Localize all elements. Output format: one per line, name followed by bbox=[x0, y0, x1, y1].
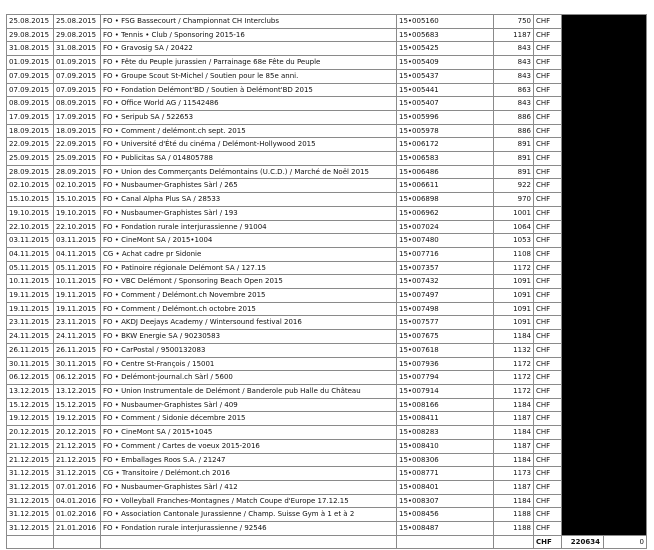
currency-cell: CHF bbox=[534, 42, 562, 56]
currency-cell: CHF bbox=[534, 289, 562, 303]
document-date-cell: 02.10.2015 bbox=[54, 179, 101, 193]
amount-cell: 1091 bbox=[494, 289, 534, 303]
description-cell: FO • Volleyball Franches-Montagnes / Match Coupe d'Europe 17.12.15 bbox=[101, 494, 397, 508]
booking-date-cell: 13.12.2015 bbox=[7, 384, 54, 398]
booking-date-cell: 07.09.2015 bbox=[7, 83, 54, 97]
table-row bbox=[7, 480, 647, 494]
table-row bbox=[7, 522, 647, 536]
document-date-cell: 04.11.2015 bbox=[54, 247, 101, 261]
amount-cell: 922 bbox=[494, 179, 534, 193]
document-date-cell: 31.12.2015 bbox=[54, 467, 101, 481]
currency-cell: CHF bbox=[534, 247, 562, 261]
reference-cell: 15•007577 bbox=[397, 316, 494, 330]
booking-date-cell: 31.12.2015 bbox=[7, 480, 54, 494]
currency-cell: CHF bbox=[534, 193, 562, 207]
reference-cell: 15•007794 bbox=[397, 371, 494, 385]
amount-cell: 843 bbox=[494, 97, 534, 111]
booking-date-cell: 15.10.2015 bbox=[7, 193, 54, 207]
description-cell: FO • Nusbaumer-Graphistes Sàrl / 193 bbox=[101, 206, 397, 220]
document-date-cell: 29.08.2015 bbox=[54, 28, 101, 42]
total-cell bbox=[562, 535, 647, 549]
description-cell: FO • Publicitas SA / 014805788 bbox=[101, 152, 397, 166]
reference-cell: 15•007716 bbox=[397, 247, 494, 261]
booking-date-cell: 29.08.2015 bbox=[7, 28, 54, 42]
currency-cell: CHF bbox=[534, 453, 562, 467]
description-cell: FO • Nusbaumer-Graphistes Sàrl / 265 bbox=[101, 179, 397, 193]
amount-cell: 1184 bbox=[494, 453, 534, 467]
document-date-cell: 25.09.2015 bbox=[54, 152, 101, 166]
amount-cell: 1187 bbox=[494, 439, 534, 453]
booking-date-cell: 19.11.2015 bbox=[7, 289, 54, 303]
table-row bbox=[7, 467, 647, 481]
booking-date-cell: 26.11.2015 bbox=[7, 343, 54, 357]
currency-cell: CHF bbox=[534, 152, 562, 166]
reference-cell: 15•008283 bbox=[397, 426, 494, 440]
reference-cell: 15•007498 bbox=[397, 302, 494, 316]
table-row bbox=[7, 275, 647, 289]
amount-cell: 1091 bbox=[494, 316, 534, 330]
booking-date-cell: 21.12.2015 bbox=[7, 439, 54, 453]
table-row bbox=[7, 193, 647, 207]
reference-cell: 15•008456 bbox=[397, 508, 494, 522]
currency-cell: CHF bbox=[534, 508, 562, 522]
description-cell: FO • Nusbaumer-Graphistes Sàrl / 412 bbox=[101, 480, 397, 494]
document-date-cell: 22.10.2015 bbox=[54, 220, 101, 234]
table-row bbox=[7, 97, 647, 111]
total-sum: 220634 bbox=[562, 536, 604, 549]
description-cell: FO • CarPostal / 9500132083 bbox=[101, 343, 397, 357]
description-cell: FO • Groupe Scout St-Michel / Soutien pour le 85e anni. bbox=[101, 69, 397, 83]
table-row bbox=[7, 124, 647, 138]
table-row bbox=[7, 439, 647, 453]
table-row bbox=[7, 316, 647, 330]
booking-date-cell: 01.09.2015 bbox=[7, 56, 54, 70]
currency-cell: CHF bbox=[534, 357, 562, 371]
reference-cell: 15•005407 bbox=[397, 97, 494, 111]
amount-cell: 1001 bbox=[494, 206, 534, 220]
amount-cell: 1188 bbox=[494, 508, 534, 522]
booking-date-cell: 28.09.2015 bbox=[7, 165, 54, 179]
description-cell: FO • Patinoire régionale Delémont SA / 127.15 bbox=[101, 261, 397, 275]
table-row bbox=[7, 165, 647, 179]
booking-date-cell: 03.11.2015 bbox=[7, 234, 54, 248]
table-row bbox=[7, 179, 647, 193]
table-row bbox=[7, 343, 647, 357]
reference-cell: 15•007675 bbox=[397, 330, 494, 344]
booking-date-cell: 15.12.2015 bbox=[7, 398, 54, 412]
description-cell: FO • AKDJ Deejays Academy / Wintersound festival 2016 bbox=[101, 316, 397, 330]
reference-cell: 15•005437 bbox=[397, 69, 494, 83]
reference-cell: 15•007480 bbox=[397, 234, 494, 248]
description-cell: FO • Canal Alpha Plus SA / 28533 bbox=[101, 193, 397, 207]
reference-cell: 15•005160 bbox=[397, 15, 494, 29]
currency-cell: CHF bbox=[534, 220, 562, 234]
description-cell: FO • Seripub SA / 522653 bbox=[101, 110, 397, 124]
currency-cell: CHF bbox=[534, 384, 562, 398]
reference-cell: 15•007432 bbox=[397, 275, 494, 289]
document-date-cell: 19.11.2015 bbox=[54, 302, 101, 316]
document-date-cell: 07.01.2016 bbox=[54, 480, 101, 494]
document-date-cell: 03.11.2015 bbox=[54, 234, 101, 248]
table-row bbox=[7, 234, 647, 248]
description-cell: FO • Fondation rurale interjurassienne / 92546 bbox=[101, 522, 397, 536]
booking-date-cell: 21.12.2015 bbox=[7, 453, 54, 467]
booking-date-cell: 25.08.2015 bbox=[7, 15, 54, 29]
document-date-cell: 26.11.2015 bbox=[54, 343, 101, 357]
description-cell: CG • Achat cadre pr Sidonie bbox=[101, 247, 397, 261]
description-cell: FO • Fondation rurale interjurassienne / 91004 bbox=[101, 220, 397, 234]
table-row bbox=[7, 302, 647, 316]
description-cell: FO • FSG Bassecourt / Championnat CH Interclubs bbox=[101, 15, 397, 29]
currency-cell: CHF bbox=[534, 206, 562, 220]
amount-cell: 843 bbox=[494, 56, 534, 70]
amount-cell: 1187 bbox=[494, 28, 534, 42]
document-date-cell: 01.09.2015 bbox=[54, 56, 101, 70]
description-cell: FO • Centre St-François / 15001 bbox=[101, 357, 397, 371]
table-row bbox=[7, 152, 647, 166]
booking-date-cell: 31.08.2015 bbox=[7, 42, 54, 56]
amount-cell: 1172 bbox=[494, 384, 534, 398]
currency-cell: CHF bbox=[534, 69, 562, 83]
currency-cell: CHF bbox=[534, 412, 562, 426]
ledger-body bbox=[7, 15, 647, 549]
description-cell: FO • Association Cantonale Jurassienne / Champ. Suisse Gym à 1 et à 2 bbox=[101, 508, 397, 522]
currency-cell: CHF bbox=[534, 522, 562, 536]
reference-cell: 15•005683 bbox=[397, 28, 494, 42]
document-date-cell: 21.12.2015 bbox=[54, 453, 101, 467]
amount-cell: 1091 bbox=[494, 275, 534, 289]
booking-date-cell: 20.12.2015 bbox=[7, 426, 54, 440]
document-date-cell: 05.11.2015 bbox=[54, 261, 101, 275]
table-row bbox=[7, 247, 647, 261]
amount-cell: 1172 bbox=[494, 371, 534, 385]
currency-cell: CHF bbox=[534, 398, 562, 412]
document-date-cell: 31.08.2015 bbox=[54, 42, 101, 56]
amount-cell: 1053 bbox=[494, 234, 534, 248]
currency-cell: CHF bbox=[534, 330, 562, 344]
booking-date-cell: 05.11.2015 bbox=[7, 261, 54, 275]
currency-cell: CHF bbox=[534, 371, 562, 385]
booking-date-cell: 30.11.2015 bbox=[7, 357, 54, 371]
booking-date-cell: 31.12.2015 bbox=[7, 467, 54, 481]
booking-date-cell: 31.12.2015 bbox=[7, 522, 54, 536]
document-date-cell: 19.12.2015 bbox=[54, 412, 101, 426]
booking-date-cell: 31.12.2015 bbox=[7, 494, 54, 508]
amount-cell: 891 bbox=[494, 152, 534, 166]
booking-date-cell: 24.11.2015 bbox=[7, 330, 54, 344]
currency-cell: CHF bbox=[534, 15, 562, 29]
reference-cell: 15•005441 bbox=[397, 83, 494, 97]
description-cell: FO • Comment / Cartes de voeux 2015-2016 bbox=[101, 439, 397, 453]
booking-date-cell: 17.09.2015 bbox=[7, 110, 54, 124]
booking-date-cell: 19.10.2015 bbox=[7, 206, 54, 220]
currency-cell: CHF bbox=[534, 480, 562, 494]
description-cell: FO • CineMont SA / 2015•1004 bbox=[101, 234, 397, 248]
amount-cell: 1184 bbox=[494, 330, 534, 344]
amount-cell: 886 bbox=[494, 124, 534, 138]
table-row bbox=[7, 398, 647, 412]
description-cell: FO • Fête du Peuple jurassien / Parrainage 68e Fête du Peuple bbox=[101, 56, 397, 70]
table-row bbox=[7, 426, 647, 440]
currency-cell: CHF bbox=[534, 124, 562, 138]
booking-date-cell: 02.10.2015 bbox=[7, 179, 54, 193]
currency-cell: CHF bbox=[534, 494, 562, 508]
currency-cell: CHF bbox=[534, 275, 562, 289]
document-date-cell: 04.01.2016 bbox=[54, 494, 101, 508]
reference-cell: 15•006486 bbox=[397, 165, 494, 179]
amount-cell: 1064 bbox=[494, 220, 534, 234]
reference-cell: 15•008306 bbox=[397, 453, 494, 467]
document-date-cell: 19.10.2015 bbox=[54, 206, 101, 220]
table-row bbox=[7, 330, 647, 344]
amount-cell: 843 bbox=[494, 42, 534, 56]
booking-date-cell: 22.10.2015 bbox=[7, 220, 54, 234]
amount-cell: 1188 bbox=[494, 522, 534, 536]
description-cell: FO • Gravosig SA / 20422 bbox=[101, 42, 397, 56]
amount-cell: 1187 bbox=[494, 480, 534, 494]
table-row bbox=[7, 357, 647, 371]
amount-cell: 891 bbox=[494, 165, 534, 179]
table-row bbox=[7, 261, 647, 275]
document-date-cell: 06.12.2015 bbox=[54, 371, 101, 385]
table-row bbox=[7, 15, 647, 29]
reference-cell: 15•008307 bbox=[397, 494, 494, 508]
reference-cell: 15•008166 bbox=[397, 398, 494, 412]
table-row bbox=[7, 494, 647, 508]
booking-date-cell: 31.12.2015 bbox=[7, 508, 54, 522]
currency-cell: CHF bbox=[534, 261, 562, 275]
amount-cell: 891 bbox=[494, 138, 534, 152]
document-date-cell: 17.09.2015 bbox=[54, 110, 101, 124]
amount-cell: 1184 bbox=[494, 398, 534, 412]
amount-cell: 1187 bbox=[494, 412, 534, 426]
reference-cell: 15•006962 bbox=[397, 206, 494, 220]
reference-cell: 15•006898 bbox=[397, 193, 494, 207]
description-cell: FO • Comment / Delémont.ch octobre 2015 bbox=[101, 302, 397, 316]
description-cell: FO • Comment / Sidonie décembre 2015 bbox=[101, 412, 397, 426]
description-cell: FO • VBC Delémont / Sponsoring Beach Open 2015 bbox=[101, 275, 397, 289]
description-cell: FO • Union des Commerçants Delémontains (U.C.D.) / Marché de Noël 2015 bbox=[101, 165, 397, 179]
description-cell: FO • Emballages Roos S.A. / 21247 bbox=[101, 453, 397, 467]
document-date-cell: 22.09.2015 bbox=[54, 138, 101, 152]
total-extra: 0 bbox=[639, 537, 644, 546]
table-row bbox=[7, 28, 647, 42]
description-cell: FO • Union Instrumentale de Delémont / Banderole pub Halle du Château bbox=[101, 384, 397, 398]
booking-date-cell: 23.11.2015 bbox=[7, 316, 54, 330]
currency-cell: CHF bbox=[534, 138, 562, 152]
description-cell: FO • Université d'Été du cinéma / Delémont-Hollywood 2015 bbox=[101, 138, 397, 152]
reference-cell: 15•008411 bbox=[397, 412, 494, 426]
booking-date-cell: 22.09.2015 bbox=[7, 138, 54, 152]
amount-cell: 863 bbox=[494, 83, 534, 97]
description-cell: FO • Comment / delémont.ch sept. 2015 bbox=[101, 124, 397, 138]
table-row bbox=[7, 110, 647, 124]
currency-cell: CHF bbox=[534, 110, 562, 124]
reference-cell: 15•006583 bbox=[397, 152, 494, 166]
booking-date-cell: 19.11.2015 bbox=[7, 302, 54, 316]
currency-cell: CHF bbox=[534, 439, 562, 453]
document-date-cell: 15.12.2015 bbox=[54, 398, 101, 412]
amount-cell: 1172 bbox=[494, 357, 534, 371]
reference-cell: 15•005409 bbox=[397, 56, 494, 70]
amount-cell: 843 bbox=[494, 69, 534, 83]
amount-cell: 1184 bbox=[494, 426, 534, 440]
table-row bbox=[7, 42, 647, 56]
amount-cell: 1132 bbox=[494, 343, 534, 357]
document-date-cell: 10.11.2015 bbox=[54, 275, 101, 289]
table-row bbox=[7, 220, 647, 234]
booking-date-cell: 04.11.2015 bbox=[7, 247, 54, 261]
currency-cell: CHF bbox=[534, 165, 562, 179]
redacted-block bbox=[562, 15, 647, 536]
document-date-cell: 25.08.2015 bbox=[54, 15, 101, 29]
description-cell: FO • BKW Energie SA / 90230583 bbox=[101, 330, 397, 344]
booking-date-cell: 19.12.2015 bbox=[7, 412, 54, 426]
document-date-cell: 21.01.2016 bbox=[54, 522, 101, 536]
amount-cell: 1184 bbox=[494, 494, 534, 508]
currency-cell: CHF bbox=[534, 179, 562, 193]
reference-cell: 15•006611 bbox=[397, 179, 494, 193]
document-date-cell: 07.09.2015 bbox=[54, 69, 101, 83]
description-cell: CG • Transitoire / Delémont.ch 2016 bbox=[101, 467, 397, 481]
document-date-cell: 07.09.2015 bbox=[54, 83, 101, 97]
document-date-cell: 20.12.2015 bbox=[54, 426, 101, 440]
description-cell: FO • Fondation Delémont'BD / Soutien à Delémont'BD 2015 bbox=[101, 83, 397, 97]
currency-cell: CHF bbox=[534, 28, 562, 42]
reference-cell: 15•007936 bbox=[397, 357, 494, 371]
document-date-cell: 23.11.2015 bbox=[54, 316, 101, 330]
booking-date-cell: 10.11.2015 bbox=[7, 275, 54, 289]
reference-cell: 15•005978 bbox=[397, 124, 494, 138]
table-row bbox=[7, 56, 647, 70]
table-row bbox=[7, 206, 647, 220]
reference-cell: 15•005996 bbox=[397, 110, 494, 124]
booking-date-cell: 18.09.2015 bbox=[7, 124, 54, 138]
document-date-cell: 19.11.2015 bbox=[54, 289, 101, 303]
amount-cell: 970 bbox=[494, 193, 534, 207]
document-date-cell: 13.12.2015 bbox=[54, 384, 101, 398]
table-row bbox=[7, 453, 647, 467]
description-cell: FO • Delémont-journal.ch Sàrl / 5600 bbox=[101, 371, 397, 385]
description-cell: FO • Tennis • Club / Sponsoring 2015-16 bbox=[101, 28, 397, 42]
currency-cell: CHF bbox=[534, 97, 562, 111]
reference-cell: 15•007497 bbox=[397, 289, 494, 303]
amount-cell: 1172 bbox=[494, 261, 534, 275]
document-date-cell: 30.11.2015 bbox=[54, 357, 101, 371]
ledger-table bbox=[6, 14, 647, 549]
description-cell: FO • Nusbaumer-Graphistes Sàrl / 409 bbox=[101, 398, 397, 412]
document-date-cell: 08.09.2015 bbox=[54, 97, 101, 111]
total-row bbox=[7, 535, 647, 549]
reference-cell: 15•005425 bbox=[397, 42, 494, 56]
table-row bbox=[7, 69, 647, 83]
empty-cell bbox=[397, 535, 494, 549]
currency-cell: CHF bbox=[534, 302, 562, 316]
description-cell: FO • Office World AG / 11542486 bbox=[101, 97, 397, 111]
currency-cell: CHF bbox=[534, 467, 562, 481]
currency-cell: CHF bbox=[534, 343, 562, 357]
empty-cell bbox=[494, 535, 534, 549]
currency-cell: CHF bbox=[534, 83, 562, 97]
amount-cell: 1173 bbox=[494, 467, 534, 481]
amount-cell: 1108 bbox=[494, 247, 534, 261]
booking-date-cell: 25.09.2015 bbox=[7, 152, 54, 166]
table-row bbox=[7, 83, 647, 97]
document-date-cell: 28.09.2015 bbox=[54, 165, 101, 179]
table-row bbox=[7, 508, 647, 522]
empty-cell bbox=[101, 535, 397, 549]
table-row bbox=[7, 384, 647, 398]
currency-cell: CHF bbox=[534, 234, 562, 248]
table-row bbox=[7, 371, 647, 385]
currency-cell: CHF bbox=[534, 316, 562, 330]
document-date-cell: 18.09.2015 bbox=[54, 124, 101, 138]
amount-cell: 886 bbox=[494, 110, 534, 124]
total-currency: CHF bbox=[534, 535, 562, 549]
reference-cell: 15•007024 bbox=[397, 220, 494, 234]
reference-cell: 15•007618 bbox=[397, 343, 494, 357]
table-row bbox=[7, 289, 647, 303]
description-cell: FO • Comment / Delémont.ch Novembre 2015 bbox=[101, 289, 397, 303]
empty-cell bbox=[7, 535, 54, 549]
table-row bbox=[7, 138, 647, 152]
booking-date-cell: 07.09.2015 bbox=[7, 69, 54, 83]
reference-cell: 15•007914 bbox=[397, 384, 494, 398]
currency-cell: CHF bbox=[534, 56, 562, 70]
document-date-cell: 01.02.2016 bbox=[54, 508, 101, 522]
document-date-cell: 21.12.2015 bbox=[54, 439, 101, 453]
table-row bbox=[7, 412, 647, 426]
reference-cell: 15•006172 bbox=[397, 138, 494, 152]
description-cell: FO • CineMont SA / 2015•1045 bbox=[101, 426, 397, 440]
currency-cell: CHF bbox=[534, 426, 562, 440]
reference-cell: 15•007357 bbox=[397, 261, 494, 275]
empty-cell bbox=[54, 535, 101, 549]
booking-date-cell: 06.12.2015 bbox=[7, 371, 54, 385]
document-date-cell: 24.11.2015 bbox=[54, 330, 101, 344]
amount-cell: 1091 bbox=[494, 302, 534, 316]
reference-cell: 15•008771 bbox=[397, 467, 494, 481]
document-date-cell: 15.10.2015 bbox=[54, 193, 101, 207]
booking-date-cell: 08.09.2015 bbox=[7, 97, 54, 111]
amount-cell: 750 bbox=[494, 15, 534, 29]
reference-cell: 15•008401 bbox=[397, 480, 494, 494]
reference-cell: 15•008410 bbox=[397, 439, 494, 453]
reference-cell: 15•008487 bbox=[397, 522, 494, 536]
